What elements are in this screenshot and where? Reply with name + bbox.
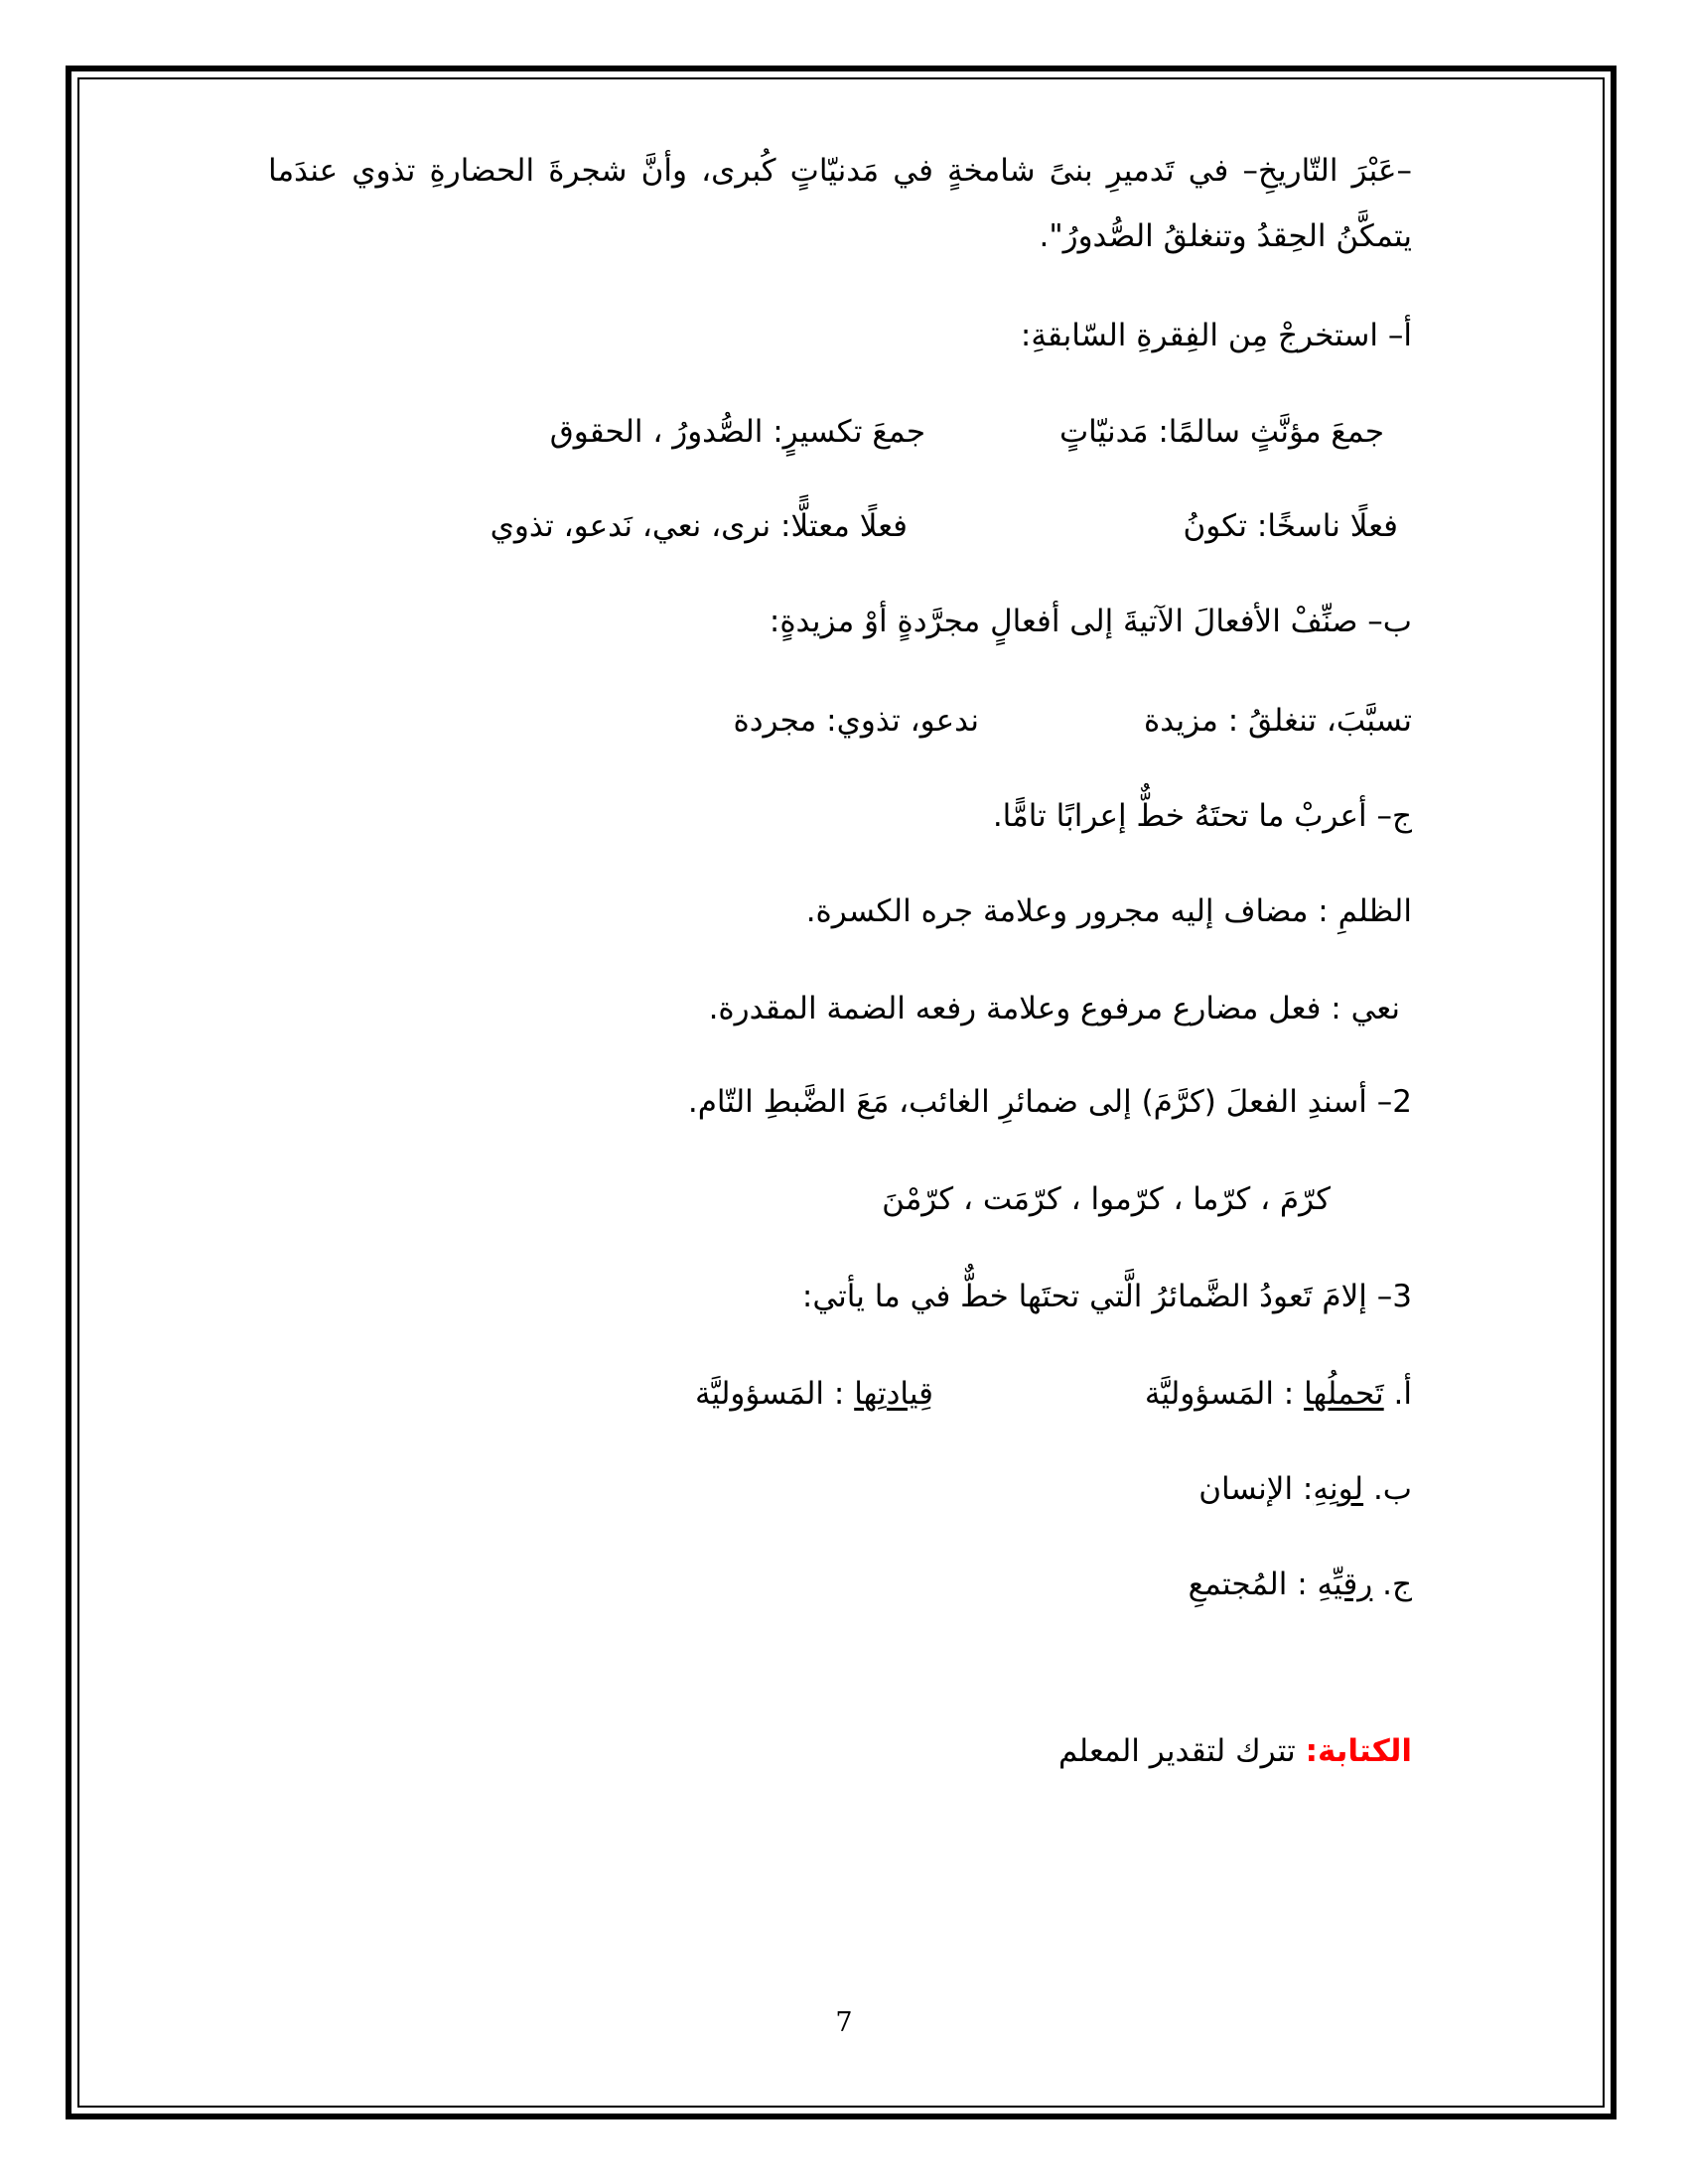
pronoun-answer-c — [1189, 1565, 1412, 1604]
reference: : الإنسان — [1198, 1471, 1314, 1507]
question-a-heading: أ– استخرجْ مِن الفِقرةِ السّابقةِ: — [1020, 318, 1412, 353]
item-label: ج. — [1372, 1567, 1412, 1602]
parsing-answer-1: الظلمِ : مضاف إليه مجرور وعلامة جره الكسرة. — [805, 893, 1412, 929]
item-label: ب. — [1363, 1471, 1412, 1507]
pronoun-answer-a2 — [695, 1374, 933, 1414]
underlined-word: لونِهِ — [1313, 1471, 1364, 1507]
parsing-answer-2: نعي : فعل مضارع مرفوع وعلامة رفعه الضمة المقدرة. — [708, 991, 1400, 1026]
pronoun-answer-a1 — [1145, 1374, 1412, 1414]
pronoun-answer-b — [1198, 1469, 1412, 1509]
answer-weak-verbs: فعلًا معتلًّا: نرى، نعي، نَدعو، تذوي — [490, 508, 908, 544]
answer-bare-verbs: ندعو، تذوي: مجردة — [733, 703, 979, 739]
reference: : المَسؤوليَّة — [1144, 1376, 1305, 1412]
writing-text: تترك لتقدير المعلم — [1058, 1733, 1306, 1769]
underlined-word: رقيِّهِ — [1317, 1567, 1373, 1602]
underlined-word: تَحملُها — [1304, 1376, 1384, 1412]
answer-sound-feminine-plural: جمعَ مؤنَّثٍ سالمًا: مَدنيّاتٍ — [1059, 414, 1384, 450]
reference: : المَسؤوليَّة — [695, 1376, 855, 1412]
question-3-heading: 3– إلامَ تَعودُ الضَّمائرُ الَّتي تحتَها خطٌّ في ما يأتي: — [801, 1279, 1412, 1314]
item-label: أ. — [1383, 1376, 1412, 1412]
answer-augmented-verbs: تسبَّبَ، تنغلقُ : مزيدة — [1144, 703, 1412, 739]
question-2-heading: 2– أسندِ الفعلَ (كرَّمَ) إلى ضمائرِ الغائب، مَعَ الضَّبطِ التّام. — [687, 1084, 1412, 1120]
passage-line-2: يتمكَّنُ الحِقدُ وتنغلقُ الصُّدورُ". — [1039, 218, 1412, 254]
document-body — [268, 0, 1412, 2184]
answer-abrogating-verb: فعلًا ناسخًا: تكونُ — [1183, 508, 1398, 544]
page-number: 7 — [835, 2007, 853, 2038]
reference: : المُجتمعِ — [1188, 1567, 1318, 1602]
writing-label: الكتابة: — [1305, 1733, 1412, 1769]
answer-broken-plural: جمعَ تكسيرٍ: الصُّدورُ ، الحقوق — [549, 414, 925, 450]
passage-line-1: –عَبْرَ التّاريخِ– في تَدميرِ بنىً شامخةٍ في مَدنيّاتٍ كُبرى، وأنَّ شجرةَ الحضارةِ تذوي عندَما — [268, 153, 1412, 189]
question-c-heading: ج– أعربْ ما تحتَهُ خطٌّ إعرابًا تامًّا. — [992, 798, 1412, 834]
question-2-answer: كرّمَ ، كرّما ، كرّموا ، كرّمَت ، كرّمْنَ — [882, 1181, 1331, 1217]
question-b-heading: ب– صنِّفْ الأفعالَ الآتيةَ إلى أفعالٍ مجرَّدةٍ أوْ مزيدةٍ: — [769, 604, 1412, 639]
underlined-word: قِيادتِها — [854, 1376, 933, 1412]
writing-section — [1058, 1731, 1412, 1771]
